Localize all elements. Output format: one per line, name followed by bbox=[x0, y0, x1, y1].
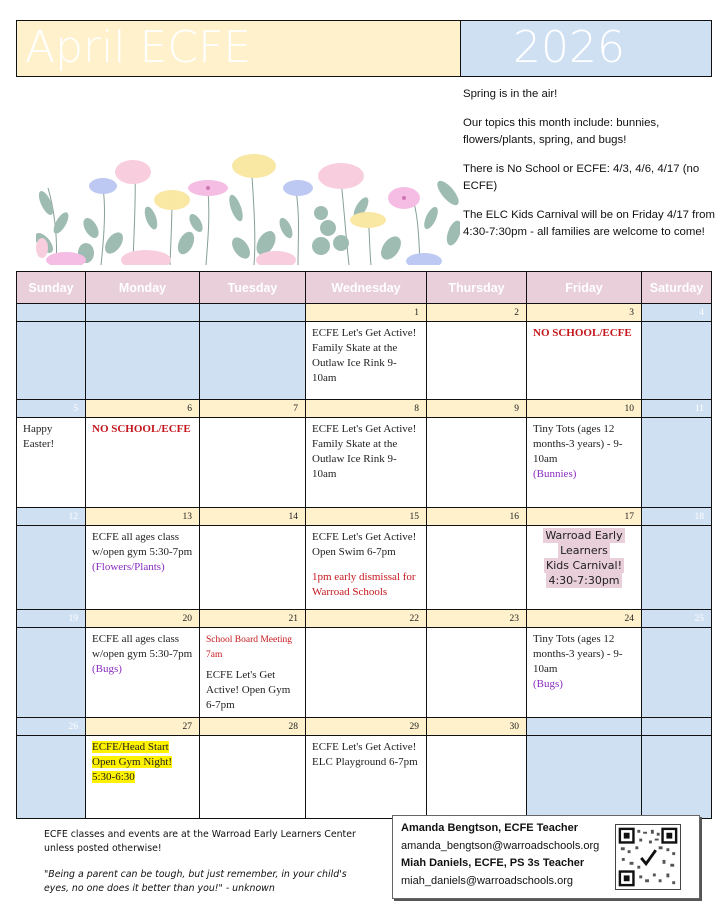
intro-paragraph: Our topics this month include: bunnies, flowers/plants, spring, and bugs! bbox=[463, 117, 660, 146]
date-cell: 14 bbox=[200, 508, 306, 526]
topic-label: (Bunnies) bbox=[533, 468, 577, 480]
day-cell bbox=[427, 322, 527, 400]
date-cell: 3 bbox=[527, 304, 642, 322]
day-cell bbox=[200, 526, 306, 610]
contact-email-link[interactable]: miah_daniels@warroadschools.org bbox=[401, 874, 573, 887]
parenting-quote: "Being a parent can be tough, but just remember, in your child's eyes, no one does it better than you!" - unknown bbox=[44, 869, 347, 894]
date-cell: 30 bbox=[427, 718, 527, 736]
day-cell bbox=[17, 526, 86, 610]
date-cell: 20 bbox=[86, 610, 200, 628]
weekday-header-wednesday: Wednesday bbox=[306, 272, 427, 304]
topic-label: (Bugs) bbox=[92, 663, 122, 675]
no-school-notice: NO SCHOOL/ECFE bbox=[533, 327, 632, 339]
week-3-dates bbox=[17, 508, 712, 526]
event-text: Tiny Tots (ages 12 months-3 years) - 9-10am bbox=[533, 633, 623, 675]
week-4-events bbox=[17, 628, 712, 718]
day-cell bbox=[200, 322, 306, 400]
carnival-text: Warroad Early bbox=[545, 529, 623, 542]
event-text: Happy Easter! bbox=[23, 423, 55, 450]
day-cell bbox=[306, 736, 427, 819]
day-cell bbox=[642, 628, 712, 718]
date-cell bbox=[200, 304, 306, 322]
date-cell: 23 bbox=[427, 610, 527, 628]
highlighted-event: ECFE/Head Start bbox=[92, 741, 169, 753]
date-cell: 15 bbox=[306, 508, 427, 526]
day-cell bbox=[642, 736, 712, 819]
date-cell: 10 bbox=[527, 400, 642, 418]
location-note: ECFE classes and events are at the Warroad Early Learners Center unless posted otherwise! bbox=[44, 829, 356, 854]
day-cell bbox=[17, 322, 86, 400]
event-text: ECFE all ages class w/open gym 5:30-7pm bbox=[92, 531, 193, 558]
year-panel bbox=[461, 21, 711, 76]
date-cell: 7 bbox=[200, 400, 306, 418]
board-meeting-notice: School Board Meeting 7am bbox=[206, 635, 293, 660]
carnival-text: Learners bbox=[560, 544, 608, 557]
date-cell: 17 bbox=[527, 508, 642, 526]
day-cell bbox=[427, 628, 527, 718]
intro-paragraph: The ELC Kids Carnival will be on Friday 4/17 from 4:30-7:30pm - all families are welcome to come! bbox=[463, 209, 715, 238]
contact-box bbox=[392, 815, 700, 899]
date-cell: 19 bbox=[17, 610, 86, 628]
highlighted-event: 5:30-6:30 bbox=[92, 771, 135, 783]
calendar-grid bbox=[16, 271, 711, 819]
carnival-text: 4:30-7:30pm bbox=[548, 574, 620, 587]
date-cell: 9 bbox=[427, 400, 527, 418]
date-cell: 13 bbox=[86, 508, 200, 526]
weekday-header-friday: Friday bbox=[527, 272, 642, 304]
qr-code-icon[interactable] bbox=[615, 824, 681, 890]
day-cell bbox=[642, 418, 712, 508]
date-cell: 5 bbox=[17, 400, 86, 418]
date-cell: 29 bbox=[306, 718, 427, 736]
day-cell bbox=[527, 736, 642, 819]
day-cell bbox=[86, 736, 200, 819]
day-cell bbox=[527, 628, 642, 718]
week-1-events bbox=[17, 322, 712, 400]
title-banner bbox=[16, 20, 712, 77]
intro-paragraph: Spring is in the air! bbox=[463, 88, 558, 100]
event-text: ECFE Let's Get Active! Family Skate at the Outlaw Ice Rink 9-10am bbox=[312, 327, 417, 384]
day-cell bbox=[200, 736, 306, 819]
week-3-events bbox=[17, 526, 712, 610]
day-cell bbox=[306, 628, 427, 718]
date-cell: 27 bbox=[86, 718, 200, 736]
day-cell bbox=[427, 526, 527, 610]
day-cell bbox=[306, 322, 427, 400]
day-cell bbox=[427, 736, 527, 819]
date-cell: 26 bbox=[17, 718, 86, 736]
date-cell: 1 bbox=[306, 304, 427, 322]
date-cell: 2 bbox=[427, 304, 527, 322]
date-cell: 16 bbox=[427, 508, 527, 526]
day-cell bbox=[86, 526, 200, 610]
day-cell bbox=[527, 418, 642, 508]
intro-text bbox=[463, 86, 723, 253]
contact-name: Amanda Bengtson, ECFE Teacher bbox=[401, 822, 579, 834]
weekday-header-sunday: Sunday bbox=[17, 272, 86, 304]
date-cell: 6 bbox=[86, 400, 200, 418]
carnival-text: Kids Carnival! bbox=[546, 559, 622, 572]
day-cell bbox=[17, 628, 86, 718]
date-cell: 25 bbox=[642, 610, 712, 628]
date-cell: 18 bbox=[642, 508, 712, 526]
page-title: April ECFE bbox=[25, 22, 252, 73]
day-cell bbox=[642, 526, 712, 610]
date-cell: 8 bbox=[306, 400, 427, 418]
weekday-header-saturday: Saturday bbox=[642, 272, 712, 304]
date-cell bbox=[86, 304, 200, 322]
topic-label: (Flowers/Plants) bbox=[92, 561, 165, 573]
weekday-header-row bbox=[17, 272, 712, 304]
spring-flowers-illustration bbox=[36, 148, 460, 265]
event-text: Tiny Tots (ages 12 months-3 years) - 9-10am bbox=[533, 423, 623, 465]
date-cell bbox=[642, 718, 712, 736]
date-cell: 22 bbox=[306, 610, 427, 628]
day-cell bbox=[200, 628, 306, 718]
day-cell bbox=[306, 526, 427, 610]
day-cell bbox=[86, 628, 200, 718]
week-2-events bbox=[17, 418, 712, 508]
week-1-dates bbox=[17, 304, 712, 322]
date-cell: 12 bbox=[17, 508, 86, 526]
date-cell: 28 bbox=[200, 718, 306, 736]
day-cell bbox=[527, 526, 642, 610]
date-cell: 11 bbox=[642, 400, 712, 418]
day-cell bbox=[306, 418, 427, 508]
day-cell bbox=[86, 322, 200, 400]
event-text: ECFE Let's Get Active! Family Skate at the Outlaw Ice Rink 9-10am bbox=[312, 423, 417, 480]
intro-paragraph: There is No School or ECFE: 4/3, 4/6, 4/17 (no ECFE) bbox=[463, 163, 700, 192]
day-cell bbox=[17, 736, 86, 819]
day-cell bbox=[200, 418, 306, 508]
early-dismissal-notice: 1pm early dismissal for Warroad Schools bbox=[312, 571, 416, 598]
footer-notes bbox=[44, 828, 364, 908]
contact-email-link[interactable]: amanda_bengtson@warroadschools.org bbox=[401, 839, 600, 852]
weekday-header-monday: Monday bbox=[86, 272, 200, 304]
week-5-events bbox=[17, 736, 712, 819]
weekday-header-thursday: Thursday bbox=[427, 272, 527, 304]
day-cell bbox=[427, 418, 527, 508]
week-2-dates bbox=[17, 400, 712, 418]
date-cell bbox=[17, 304, 86, 322]
weekday-header-tuesday: Tuesday bbox=[200, 272, 306, 304]
week-4-dates bbox=[17, 610, 712, 628]
day-cell bbox=[642, 322, 712, 400]
highlighted-event: Open Gym Night! bbox=[92, 756, 173, 768]
date-cell bbox=[527, 718, 642, 736]
topic-label: (Bugs) bbox=[533, 678, 563, 690]
day-cell bbox=[17, 418, 86, 508]
title-panel bbox=[17, 21, 461, 76]
no-school-notice: NO SCHOOL/ECFE bbox=[92, 423, 191, 435]
event-text: ECFE Let's Get Active! Open Gym 6-7pm bbox=[206, 669, 291, 711]
page-year: 2026 bbox=[513, 22, 625, 73]
week-5-dates bbox=[17, 718, 712, 736]
day-cell bbox=[527, 322, 642, 400]
event-text: ECFE Let's Get Active! ELC Playground 6-7pm bbox=[312, 741, 418, 768]
event-text: ECFE Let's Get Active! Open Swim 6-7pm bbox=[312, 531, 417, 558]
date-cell: 24 bbox=[527, 610, 642, 628]
date-cell: 4 bbox=[642, 304, 712, 322]
day-cell bbox=[86, 418, 200, 508]
event-text: ECFE all ages class w/open gym 5:30-7pm bbox=[92, 633, 193, 660]
date-cell: 21 bbox=[200, 610, 306, 628]
contact-name: Miah Daniels, ECFE, PS 3s Teacher bbox=[401, 857, 585, 869]
